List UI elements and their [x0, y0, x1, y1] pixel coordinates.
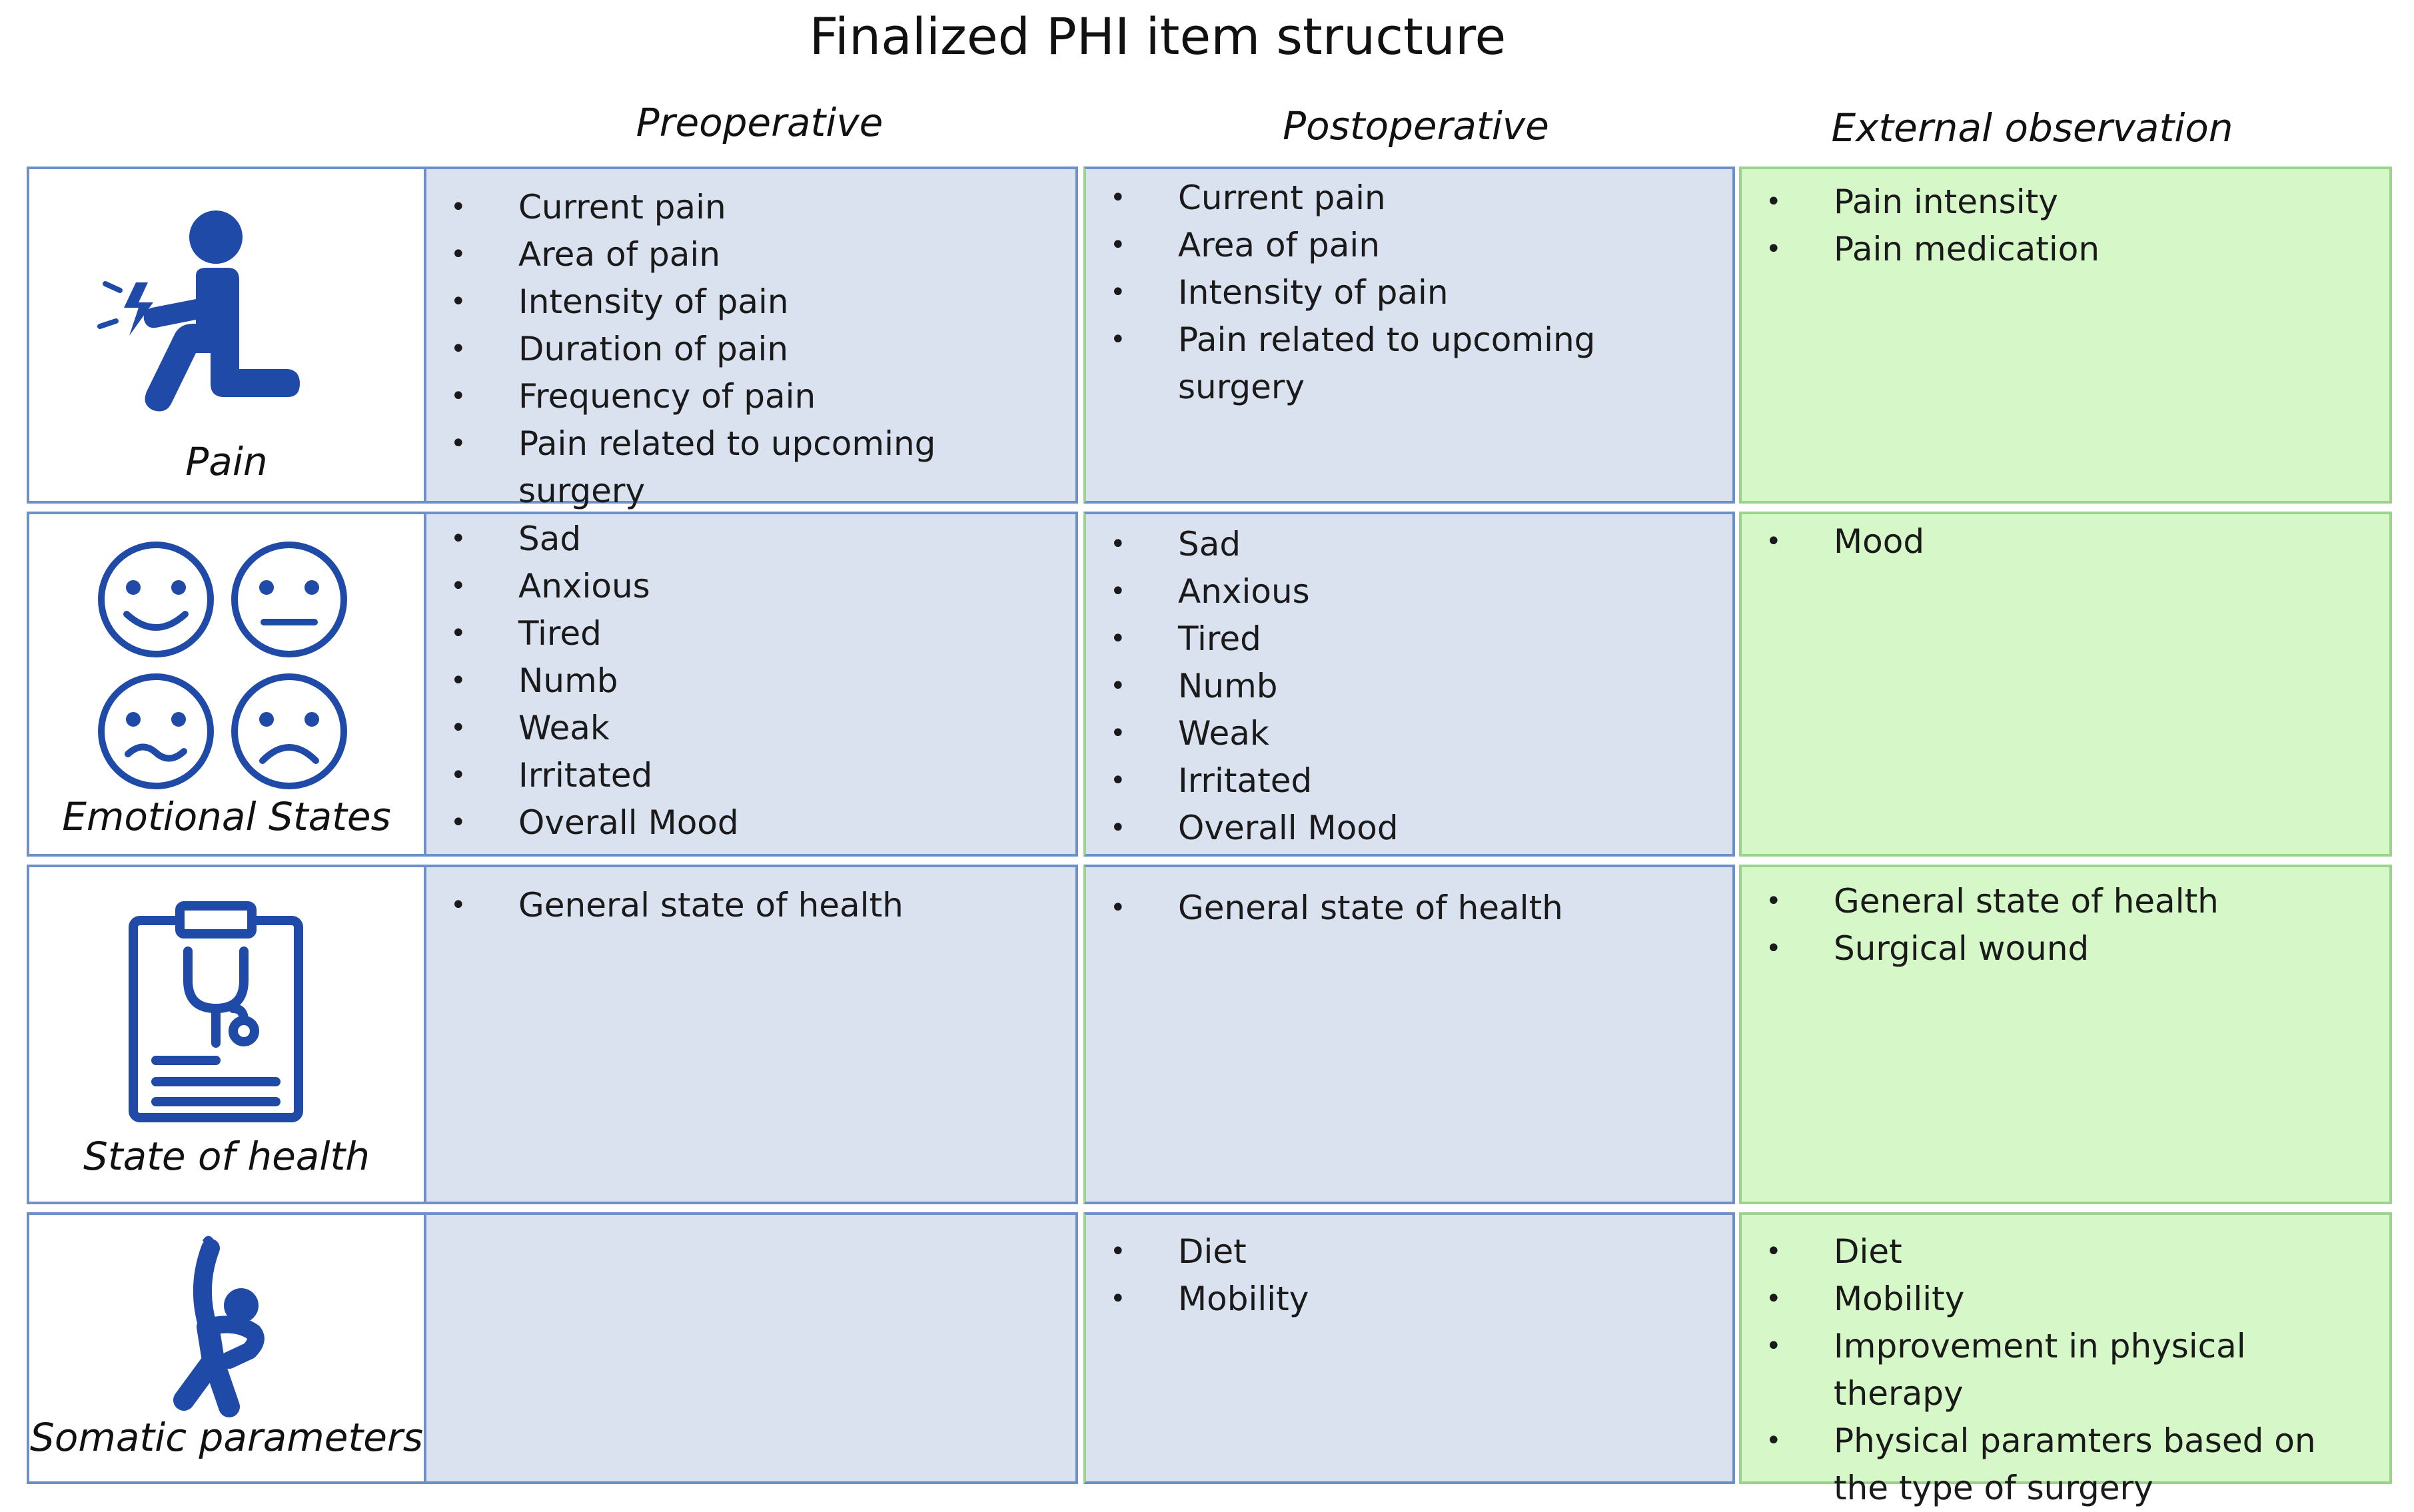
- clipboard-stethoscope-icon: [116, 901, 316, 1127]
- row-somatic-ext-cell: [1739, 1212, 2392, 1507]
- row-pain-ext-cell: [1739, 167, 2392, 504]
- row-emotional-post-cell: [1083, 512, 1735, 857]
- row-health-pre-cell: [424, 865, 1078, 1204]
- list-item: • Anxious: [426, 563, 1075, 610]
- list-item: • Pain related to upcoming surgery: [1086, 316, 1732, 411]
- stretching-person-icon: [129, 1227, 302, 1420]
- list-item: • Pain intensity: [1742, 179, 2389, 226]
- row-pain-pre-cell: [424, 167, 1078, 510]
- row-emotional-ext-cell: [1739, 512, 2392, 857]
- list-item: • Sad: [426, 516, 1075, 563]
- row-pain-icon-cell: [27, 167, 426, 504]
- list-item: • Surgical wound: [1742, 925, 2389, 972]
- list-item: • Diet: [1086, 1228, 1732, 1276]
- row-emotional-icon-cell: [27, 512, 426, 857]
- column-header-preoperative: Preoperative: [636, 100, 884, 145]
- kneeling-person-pain-icon: [96, 202, 329, 422]
- list-item: • Tired: [426, 610, 1075, 657]
- list-item: • Area of pain: [426, 231, 1075, 278]
- row-somatic-pre-cell: [424, 1212, 1078, 1484]
- list-item: • Mobility: [1086, 1276, 1732, 1323]
- list-item: • Intensity of pain: [426, 278, 1075, 326]
- column-header-postoperative: Postoperative: [1283, 103, 1549, 149]
- list-item: • Overall Mood: [426, 799, 1075, 847]
- row-pain-post-cell: [1083, 167, 1735, 504]
- list-item: • General state of health: [426, 882, 1075, 929]
- row-label-state-of-health: State of health: [83, 1134, 370, 1179]
- list-item: • Intensity of pain: [1086, 269, 1732, 316]
- list-item: • Current pain: [426, 184, 1075, 231]
- list-item: • Weak: [1086, 710, 1732, 757]
- list-item: • Numb: [1086, 663, 1732, 710]
- list-item: • Duration of pain: [426, 326, 1075, 373]
- list-item: • Irritated: [426, 752, 1075, 799]
- diagram-title: Finalized PHI item structure: [809, 7, 1507, 66]
- row-health-post-cell: [1083, 865, 1735, 1204]
- list-item: • Improvement in physical therapy: [1742, 1323, 2389, 1417]
- list-item: • Mobility: [1742, 1276, 2389, 1323]
- list-item: • Overall Mood: [1086, 805, 1732, 852]
- row-emotional-pre-cell: [424, 512, 1078, 857]
- emotion-faces-icon: [89, 541, 369, 794]
- list-item: • Mood: [1742, 518, 2389, 566]
- list-item: • Area of pain: [1086, 222, 1732, 269]
- list-item: • Weak: [426, 705, 1075, 752]
- column-header-external: External observation: [1831, 105, 2233, 151]
- list-item: • Pain related to upcoming surgery: [426, 420, 1075, 515]
- list-item: • Sad: [1086, 521, 1732, 568]
- list-item: • Anxious: [1086, 568, 1732, 615]
- list-item: • Diet: [1742, 1228, 2389, 1276]
- list-item: • Physical paramters based on the type of surgery: [1742, 1417, 2389, 1512]
- list-item: • Pain medication: [1742, 226, 2389, 273]
- list-item: • Numb: [426, 657, 1075, 705]
- list-item: • Frequency of pain: [426, 373, 1075, 420]
- list-item: • Tired: [1086, 615, 1732, 663]
- row-somatic-icon-cell: [27, 1212, 426, 1484]
- row-label-pain: Pain: [185, 439, 268, 484]
- row-label-emotional-states: Emotional States: [62, 794, 391, 839]
- list-item: • Current pain: [1086, 175, 1732, 222]
- list-item: • Irritated: [1086, 757, 1732, 805]
- row-label-somatic-parameters: Somatic parameters: [30, 1415, 423, 1460]
- row-somatic-post-cell: [1083, 1212, 1735, 1484]
- row-health-icon-cell: [27, 865, 426, 1204]
- list-item: • General state of health: [1086, 885, 1732, 932]
- row-health-ext-cell: [1739, 865, 2392, 1204]
- list-item: • General state of health: [1742, 878, 2389, 925]
